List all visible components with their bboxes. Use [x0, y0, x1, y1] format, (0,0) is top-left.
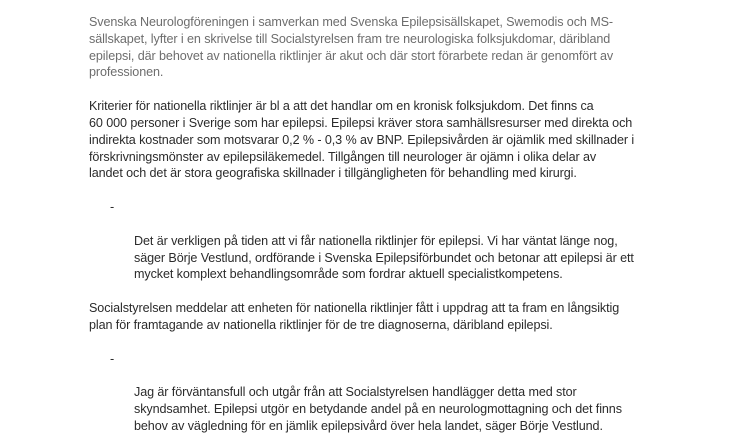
document-body — [89, 14, 729, 435]
socialstyrelsen-paragraph: Socialstyrelsen meddelar att enheten för nationella riktlinjer fått i uppdrag att ta fram en långsiktig plan för framtagande av nationella riktlinjer för de tre diagnoserna, däribland epilepsi. — [89, 301, 620, 332]
paragraph-gap — [89, 182, 729, 199]
paragraph-gap — [89, 81, 729, 98]
quote-bullet-2 — [89, 351, 729, 435]
paragraph-gap — [89, 334, 729, 351]
paragraph-gap — [89, 283, 729, 300]
quote-text-2: Jag är förväntansfull och utgår från att Socialstyrelsen handlägger detta med stor skyndsamhet. Epilepsi utgör en betydande andel på en neurologmottagning och det finns behov av vägledning för en jämlik epilepsivård över hela landet, säger Börje Vestlund. — [134, 385, 622, 433]
quote-text-1: Det är verkligen på tiden att vi får nationella riktlinjer för epilepsi. Vi har väntat länge nog, säger Börje Vestlund, ordförande i Svenska Epilepsiförbundet och betonar att epilepsi är ett mycket komplext behandlingsområde som fordrar aktuell specialistkompetens. — [134, 233, 634, 282]
intro-paragraph: Svenska Neurologföreningen i samverkan med Svenska Epilepsisällskapet, Swemodis och MS- sällskapet, lyfter i en skrivelse till Socialstyrelsen fram tre neurologiska folksjukdomar, däribland epilepsi, där behovet av nationella riktlinjer är akut och där stort förarbete redan är genomfört av professionen. — [89, 15, 614, 80]
criteria-paragraph: Kriterier för nationella riktlinjer är bl a att det handlar om en kronisk folksjukdom. Det finns ca 60 000 personer i Sverige som har epilepsi. Epilepsi kräver stora samhällsresurser med direkta och indirekta kostnader som motsvarar 0,2 % - 0,3 % av BNP. Epilepsivården är ojämlik med skillnader i förskrivningsmönster av epilepsiläkemedel. Tillgången till neurologer är ojämn i olika delar av landet och det är stora geografiska skillnader i tillgängligheten för behandling med kirurgi. — [89, 99, 635, 181]
bullet-dash: - — [110, 351, 115, 366]
bullet-dash: - — [110, 200, 115, 215]
quote-bullet-1 — [89, 199, 729, 283]
